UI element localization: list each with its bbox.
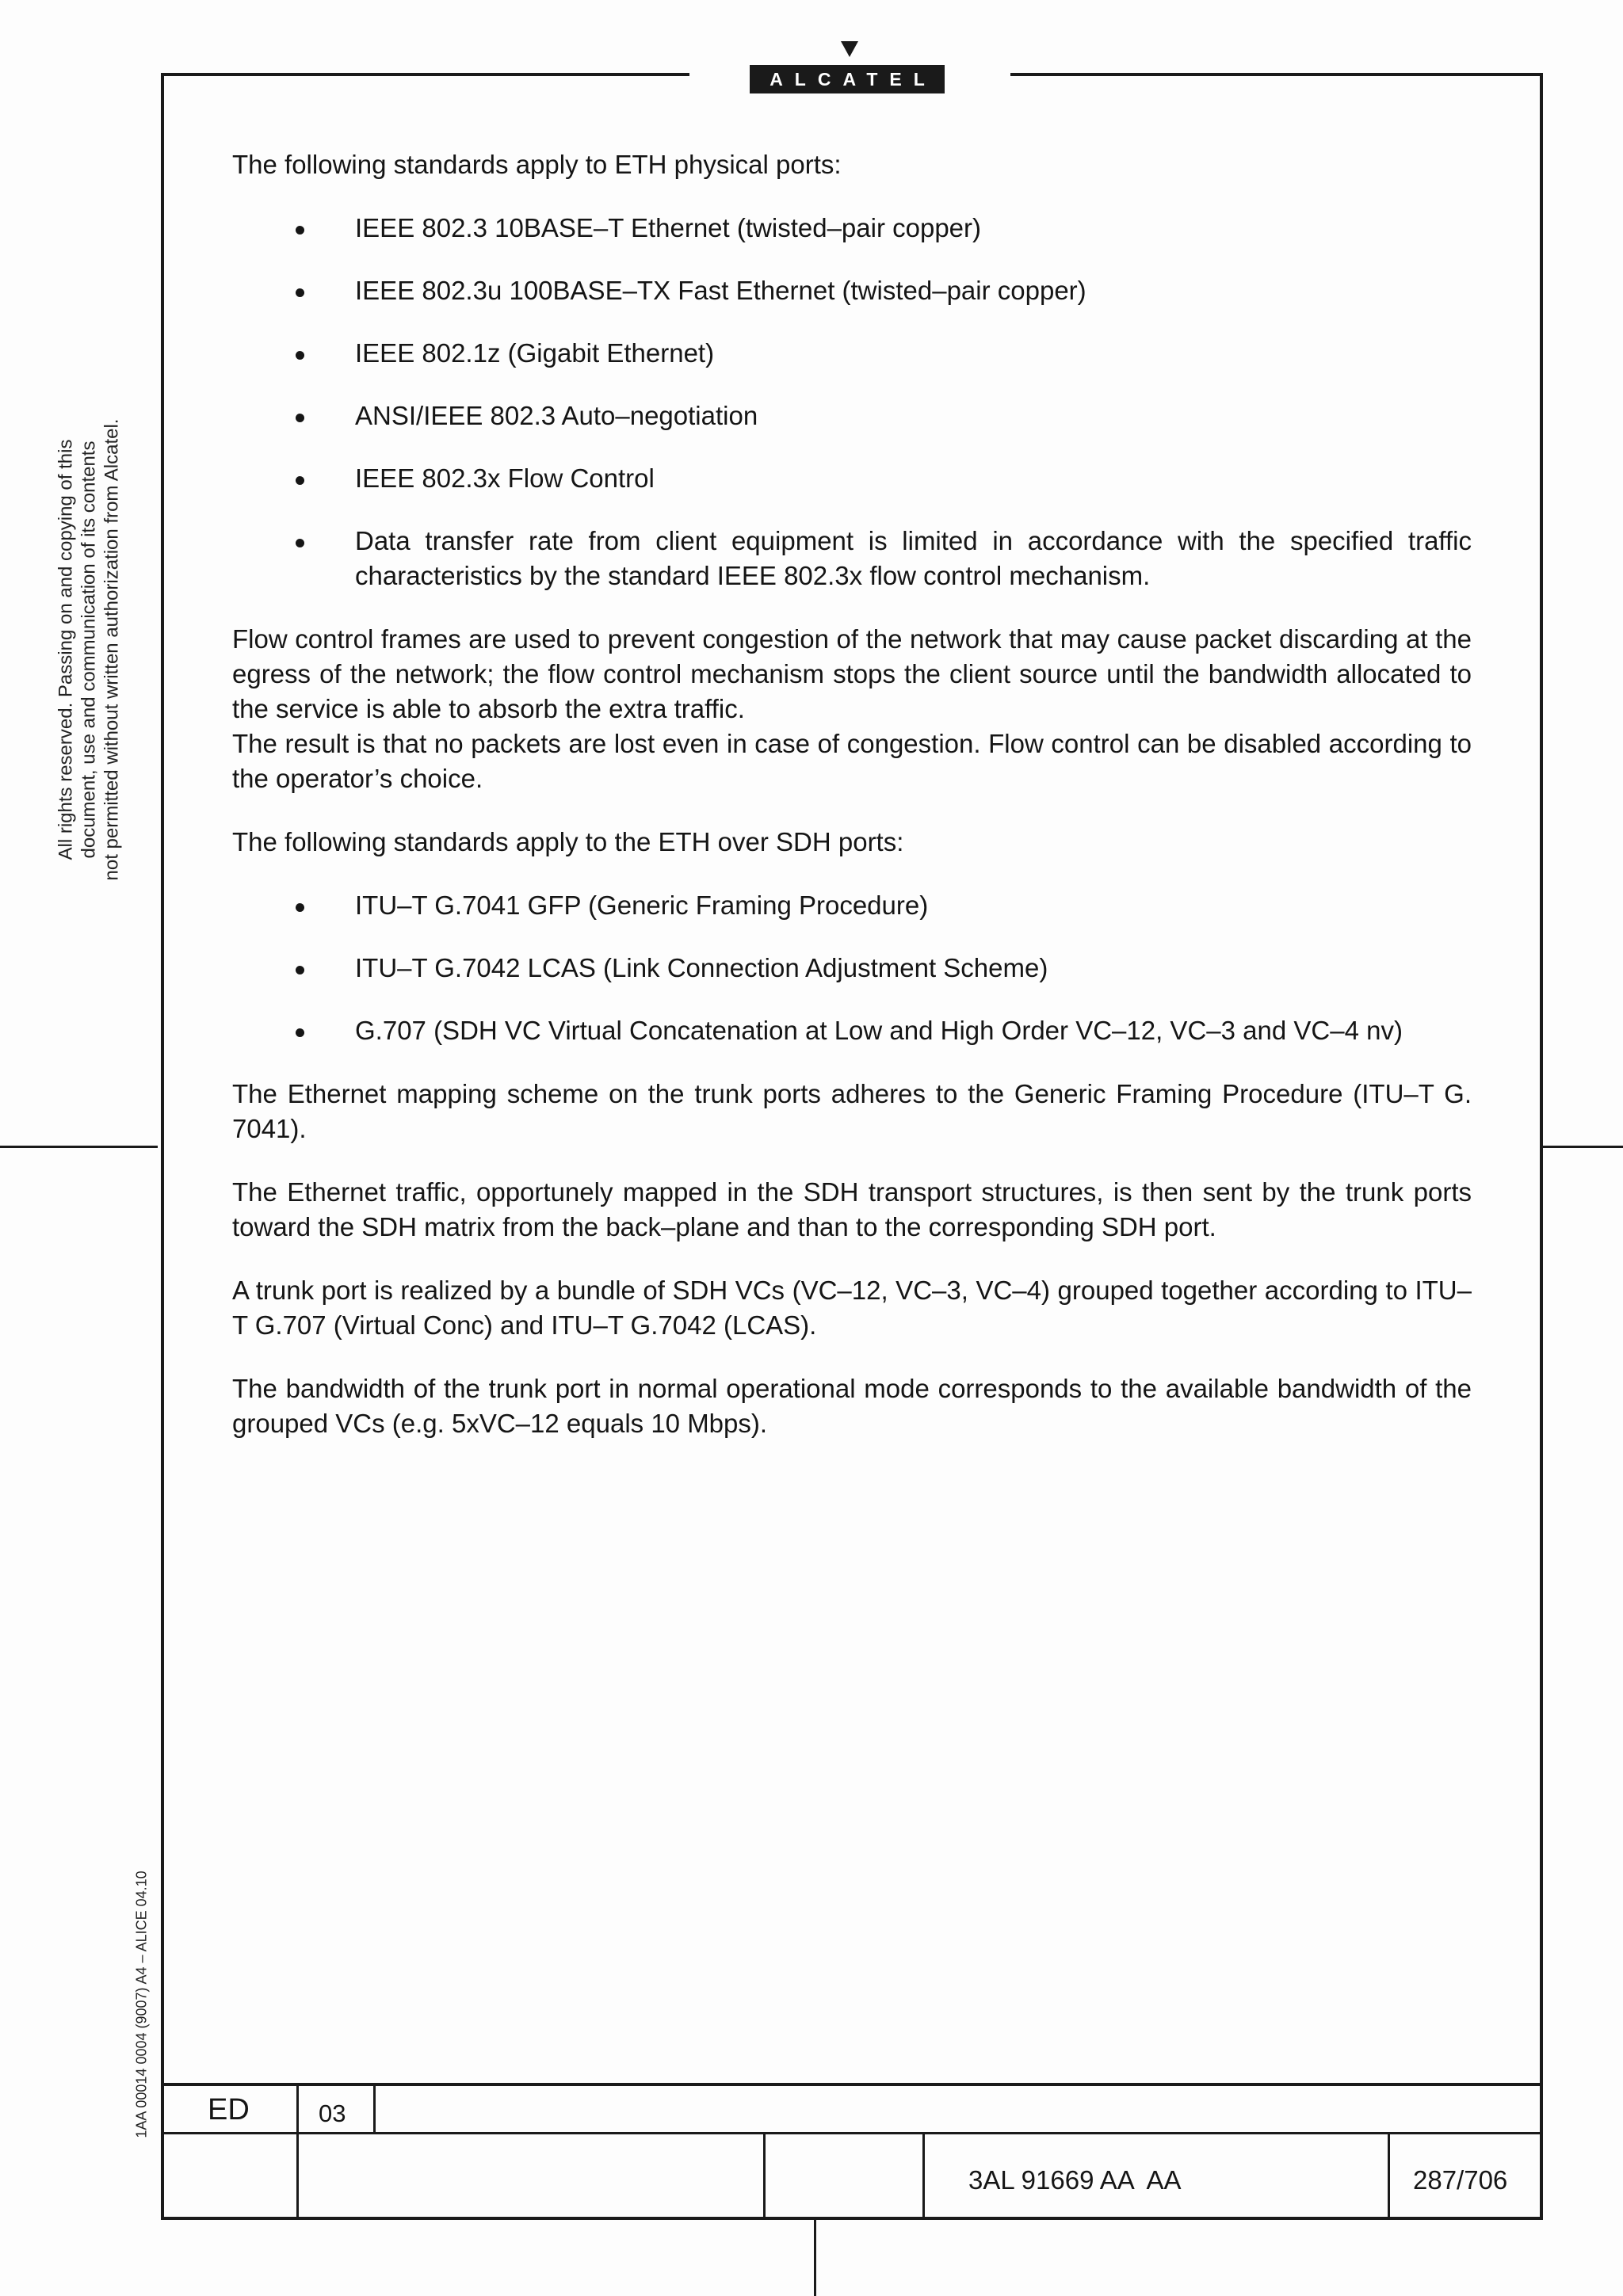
intro-sdh: The following standards apply to the ETH over SDH ports: <box>232 827 904 856</box>
traffic-paragraph: The Ethernet traffic, opportunely mapped in the SDH transport structures, is then sent by the trunk ports toward the SDH matrix from the back–plane and than to the corresponding SDH port. <box>232 1177 1472 1241</box>
bullet-icon <box>296 226 304 235</box>
list-item <box>232 399 1472 433</box>
page-content <box>232 147 1472 1470</box>
fold-mark-bottom <box>814 2219 816 2296</box>
list-item <box>232 211 1472 246</box>
bullet-icon <box>296 539 304 547</box>
mapping-paragraph: The Ethernet mapping scheme on the trunk ports adheres to the Generic Framing Procedure (ITU–T G. 7041). <box>232 1079 1472 1143</box>
bullet-icon <box>296 1028 304 1037</box>
title-block-divider <box>373 2083 376 2132</box>
page-number: 287/706 <box>1413 2165 1508 2195</box>
alcatel-logo: ALCATEL <box>750 65 945 93</box>
bullet-icon <box>296 288 304 297</box>
title-block-divider <box>763 2132 766 2220</box>
fold-mark-left <box>0 1146 158 1148</box>
bullet-icon <box>296 966 304 974</box>
list-item-text: ITU–T G.7041 GFP (Generic Framing Procedure) <box>355 891 929 920</box>
edition-label: ED <box>208 2093 250 2126</box>
title-block-divider <box>922 2132 925 2220</box>
flow-control-paragraph-1: Flow control frames are used to prevent congestion of the network that may cause packet discarding at the egress of the network; the flow control mechanism stops the client source until the bandwidth allocated to the service is able to absorb the extra traffic. <box>232 624 1472 723</box>
list-item <box>232 524 1472 593</box>
list-item <box>232 1013 1472 1048</box>
bullet-icon <box>296 476 304 485</box>
title-block-mid-rule <box>161 2132 1543 2134</box>
list-item-text: IEEE 802.3u 100BASE–TX Fast Ethernet (twisted–pair copper) <box>355 276 1086 305</box>
copyright-line-1: All rights reserved. Passing on and copying of this <box>55 439 77 860</box>
fold-mark-right <box>1543 1146 1623 1148</box>
list-item <box>232 273 1472 308</box>
title-block-divider <box>296 2083 299 2220</box>
list-item-text: IEEE 802.1z (Gigabit Ethernet) <box>355 338 715 368</box>
copyright-line-3: not permitted without written authorization from Alcatel. <box>101 418 123 881</box>
copyright-note <box>55 325 124 974</box>
list-item-text: Data transfer rate from client equipment is limited in accordance with the specified traffic characteristics by the standard IEEE 802.3x flow control mechanism. <box>355 526 1472 590</box>
trunk-port-paragraph: A trunk port is realized by a bundle of SDH VCs (VC–12, VC–3, VC–4) grouped together according to ITU–T G.707 (Virtual Conc) and ITU–T G.7042 (LCAS). <box>232 1276 1472 1340</box>
form-code: 1AA 00014 0004 (9007) A4 – ALICE 04.10 <box>133 1871 150 2138</box>
logo-marker-icon <box>841 41 858 57</box>
flow-control-paragraph-2: The result is that no packets are lost even in case of congestion. Flow control can be disabled according to the operator’s choice. <box>232 729 1472 793</box>
document-number: 3AL 91669 AA AA <box>968 2165 1182 2195</box>
list-item <box>232 461 1472 496</box>
intro-physical: The following standards apply to ETH physical ports: <box>232 150 842 179</box>
list-item-text: G.707 (SDH VC Virtual Concatenation at Low and High Order VC–12, VC–3 and VC–4 nv) <box>355 1016 1403 1045</box>
list-item-text: IEEE 802.3 10BASE–T Ethernet (twisted–pair copper) <box>355 213 982 242</box>
bullet-icon <box>296 414 304 422</box>
list-item <box>232 951 1472 986</box>
title-block-top-rule <box>161 2083 1543 2086</box>
list-item-text: ANSI/IEEE 802.3 Auto–negotiation <box>355 401 758 430</box>
title-block-divider <box>1388 2132 1390 2220</box>
bullet-icon <box>296 351 304 360</box>
sdh-standards-list <box>232 888 1472 1048</box>
list-item <box>232 336 1472 371</box>
edition-value: 03 <box>319 2100 346 2127</box>
list-item-text: ITU–T G.7042 LCAS (Link Connection Adjustment Scheme) <box>355 953 1048 982</box>
list-item-text: IEEE 802.3x Flow Control <box>355 463 655 493</box>
bandwidth-paragraph: The bandwidth of the trunk port in normal operational mode corresponds to the available bandwidth of the grouped VCs (e.g. 5xVC–12 equals 10 Mbps). <box>232 1374 1472 1438</box>
physical-standards-list <box>232 211 1472 593</box>
copyright-line-2: document, use and communication of its contents <box>78 441 100 859</box>
bullet-icon <box>296 903 304 912</box>
list-item <box>232 888 1472 923</box>
